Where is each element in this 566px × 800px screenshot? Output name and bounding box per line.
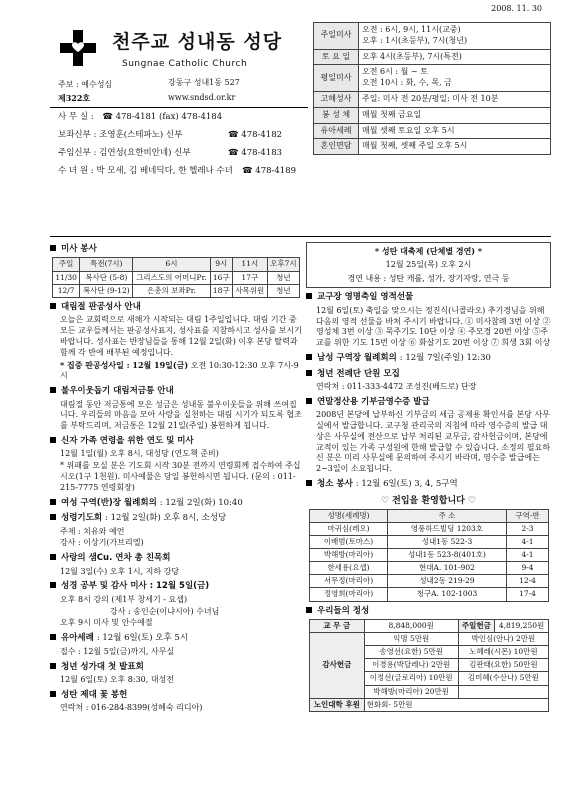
section-heading: 대림절 판공성사 안내 — [50, 302, 304, 313]
schedule-row — [314, 91, 551, 107]
schedule-value: 주일: 미사 전 20분/평일: 미사 전 10분 — [359, 91, 551, 107]
schedule-value: 오전 6시 : 월 ~ 토 오전 10시 : 화, 수, 목, 금 — [359, 65, 551, 92]
section-text: 12월 6일(토) 축일을 맞으시는 정진식(니콜라오) 추기경님을 위해 다음의 영적 선물을 바쳐 주시기 바랍니다. ① 미사참례 3번 이상 ② 영성체 3번 이상 ③ 묵주기도 10단 이상 ④ 주모경 20번 이상 ⑤주교를 위한 기도 15번 이상 ⑥ 화살기도 20번 이상 ⑦ 희생 3회 이상 — [316, 305, 551, 348]
section-heading: 신자 가족 연령을 위한 연도 및 미사 — [50, 436, 304, 447]
section-text: 연락처 : 016-284-8399(성혜숙 리디아) — [60, 703, 203, 713]
schedule-value: 매월 첫째 금요일 — [359, 107, 551, 123]
table-header: 6시 — [133, 258, 210, 271]
section-text: 접수 : 12월 5일(금)까지, 사무실 — [60, 646, 175, 656]
section-text: 연락처 : 011-333-4472 조성진(베드로) 단장 — [316, 381, 477, 391]
schedule-label: 봉 성 체 — [314, 107, 359, 123]
contact-convent — [58, 166, 308, 177]
table-row: 박해방(마리아) 20만원 — [310, 685, 549, 698]
section-text: 강사 : 송인순(이냐시아) 수녀님 — [110, 606, 220, 616]
schedule-value: 오후 4시(초등부), 7시(특전) — [359, 49, 551, 65]
table-row: 마귀심(레오) 영풍하드빌딩 1203호 2-3 — [310, 522, 549, 535]
table-row: 감사헌금 익명 5만원 박인심(안나) 2만원 — [310, 633, 549, 646]
box-detail: 경연 내용 : 성탄 캐롤, 성가, 장기자랑, 연극 등 — [347, 273, 510, 283]
table-header: 특전(7시) — [80, 258, 133, 271]
section-text: 12월 1일(월) 오후 8시, 대성당 (연도책 준비) — [60, 449, 219, 459]
left-column — [50, 240, 304, 715]
contact-office — [58, 112, 222, 123]
contact-name: 김연성(요한비안네) 신부 — [99, 148, 191, 158]
contact-phone-number: 478-4189 — [255, 166, 297, 176]
section-heading: 성경 공부 및 감사 미사 : 12월 5일(금) — [50, 581, 304, 592]
schedule-label: 유아세례 — [314, 123, 359, 139]
table-header: 주 소 — [387, 509, 506, 522]
schedule-row — [314, 23, 551, 50]
contact-phone — [228, 148, 282, 159]
contact-phone: 478-4181 (fax) 478-4184 — [115, 112, 223, 122]
mass-service-heading: 미사 봉사 — [50, 244, 304, 255]
schedule-label: 토 요 일 — [314, 49, 359, 65]
table-row: 서무정(마리아) 성내2동 219-29 12-4 — [310, 575, 549, 588]
box-date: 12월 25일(목) 오후 2시 — [385, 259, 472, 269]
schedule-label: 혼인면담 — [314, 139, 359, 155]
table-row: 노인대학 후원 현화회- 5만원 — [310, 698, 549, 711]
section-heading: 유아세례 : 12월 6일(토) 오후 5시 — [50, 633, 304, 644]
section-heading: 사랑의 샘Cu. 연차 총 친목회 — [50, 553, 304, 564]
church-title: 천주교 성내동 성당 — [112, 31, 283, 53]
section-text: 대림절 동안 저금통에 모은 성금은 성내동 불우이웃들을 위해 쓰여집니다. 우리들의 마음을 모아 사랑을 실천하는 대림 시기가 되도록 협조를 부탁드리며, 저금통은 12월 21일(주일) 봉헌하게 됩니다. — [60, 399, 302, 431]
church-cross-icon — [58, 28, 98, 68]
contact-pastor — [58, 148, 308, 159]
contact-phone-number: 478-4182 — [241, 130, 283, 140]
section-text: 12월 6일(토) 오후 8:30, 대성전 — [60, 675, 175, 684]
schedule-value: 오전 : 6시, 9시, 11시(교중) 오후 : 1시(초등부), 7시(청년) — [359, 23, 551, 50]
contact-phone-number: 478-4183 — [241, 148, 283, 158]
table-row: 이정선(글로리아) 10만원 김미혜(수산나) 5만원 — [310, 672, 549, 685]
schedule-value: 매월 첫째, 셋째 주일 오후 5시 — [359, 139, 551, 155]
contact-phone — [242, 166, 296, 177]
section-heading: 우리들의 정성 — [306, 606, 551, 617]
schedule-label: 주일미사 — [314, 23, 359, 50]
schedule-row — [314, 139, 551, 155]
contact-name: 박 모세, 김 베네딕다, 한 헬레나 수녀 — [96, 166, 233, 176]
website: www.sndsd.or.kr — [168, 93, 236, 102]
patron: 주보 : 예수성심 — [58, 80, 113, 89]
section-text: 오늘은 교회력으로 새해가 시작되는 대림 1주일입니다. 대림 기간 중 모든 교우들께서는 판공성사표지, 성사표를 지참하시고 성사를 보시기 바랍니다. 성사표는 반장님들을 통해 12월 2일(화) 이후 본당 탈력과 함께 각 반에 배부된 예정입니다. — [60, 315, 302, 357]
section-heading: 불우이웃돕기 대림저금통 안내 — [50, 386, 304, 397]
section-heading: 성령기도회 : 12월 2일(화) 오후 8시, 소성당 — [50, 513, 304, 524]
section-text: 강사 : 이상기(가브리엘) — [60, 538, 144, 548]
giving-table — [309, 619, 549, 712]
section-heading: 청소 봉사 : 12월 6일(토) 3, 4, 5구역 — [306, 479, 551, 490]
table-row: 교 무 금 8,848,000원 주일헌금 4,819,250원 — [310, 619, 549, 632]
welcome-table — [309, 509, 549, 602]
schedule-row — [314, 49, 551, 65]
table-row: 이배범(토마스) 성내1동 522-3 4-1 — [310, 535, 549, 548]
contact-role: 주임신부 : — [58, 148, 97, 158]
contact-phone — [228, 130, 282, 141]
phone-icon: ☎ — [228, 130, 242, 140]
contact-assistant-priest — [58, 130, 308, 141]
section-divider — [50, 236, 551, 237]
schedule-row — [314, 123, 551, 139]
table-header: 오후7시 — [267, 258, 299, 271]
table-header: 9시 — [210, 258, 232, 271]
section-heading: 교구장 영명축일 영적선물 — [306, 292, 551, 303]
table-row: 한세용(요셉) 현대A. 101-902 9-4 — [310, 562, 549, 575]
section-heading: 청년 전례단 단원 모집 — [306, 369, 551, 380]
section-heading: 남성 구역장 월례회의 : 12월 7일(주일) 12:30 — [306, 353, 551, 364]
christmas-festival-box — [306, 242, 551, 288]
table-row: 정영희(마리아) 청구A. 102-1003 17-4 — [310, 588, 549, 601]
schedule-row — [314, 65, 551, 92]
schedule-row — [314, 107, 551, 123]
section-text: 2008년 본당에 납부하신 기부금의 세금 공제용 확인서를 본당 사무실에서 발급합니다. 교구청 관리국의 지침에 따라 영수증의 발급 대상은 사무실에 전산으로 납부 처리된 교무금, 감사헌금이며, 본당에 교적이 있는 가족 구성원에 한해 발급할 수 있습니다. 소정의 필요하신 분은 미리 사무실에 문의하여 주시기 바라며, 영수증 발급에는 2~3일이 소요됩니다. — [316, 410, 551, 474]
phone-icon: ☎ — [242, 166, 256, 176]
phone-icon: ☎ — [102, 112, 113, 122]
table-header: 구역-반 — [506, 509, 548, 522]
mass-service-table — [52, 257, 300, 297]
schedule-label: 고해성사 — [314, 91, 359, 107]
address: 강동구 성내1동 527 — [168, 78, 240, 87]
table-header: 성명(세례명) — [310, 509, 388, 522]
table-header: 11시 — [232, 258, 267, 271]
section-text: 12월 3일(수) 오후 1시, 지하 강당 — [60, 566, 180, 576]
contact-role: 보좌신부 : — [58, 130, 97, 140]
section-heading: 성탄 제대 꽃 봉헌 — [50, 690, 304, 701]
table-row: 11/30 복사단 (5-8) 그리스도의 어머니Pr. 16구 17구 청년 — [53, 271, 300, 284]
table-row: 이경용(박달레나) 2만원 김판태(요한) 50만원 — [310, 659, 549, 672]
contact-name: 조영훈(스테파노) 신부 — [99, 130, 183, 140]
box-title: * 성탄 대축제 (단체별 경연) * — [374, 246, 483, 256]
section-note: * 집중 판공성사일 : 12월 19일(금) 오전 10:30-12:30 오후 7시-9시 — [60, 359, 299, 381]
church-subtitle: Sungnae Catholic Church — [122, 59, 248, 69]
section-text: 오후 9시 미사 및 안수예절 — [60, 618, 153, 628]
welcome-title: ♡ 전입을 환영합니다 ♡ — [380, 495, 477, 506]
table-header: 주일 — [53, 258, 80, 271]
section-text: * 위패를 모실 분은 기도회 시작 30분 전까지 연령회께 접수하여 주십시오(1구 1천원). 미사예물은 당일 봉헌하시면 됩니다. (문의 : 011-215-7775 연령회장) — [60, 461, 301, 492]
mass-schedule-table — [313, 22, 551, 155]
section-heading: 연말정산용 기부금영수증 발급 — [306, 397, 551, 408]
schedule-label: 평일미사 — [314, 65, 359, 92]
schedule-value: 매월 셋째 토요일 오후 5시 — [359, 123, 551, 139]
right-column — [306, 240, 551, 712]
table-row: 박해방(마리아) 성내1동 523-8(401호) 4-1 — [310, 549, 549, 562]
section-heading: 여성 구역(반)장 월례회의 : 12월 2일(화) 10:40 — [50, 498, 304, 509]
section-text: 오후 8시 강의 (제1부 창세기 - 요셉) — [60, 594, 188, 604]
header-rule — [50, 107, 308, 108]
section-text: 주제 : 치유와 예언 — [60, 526, 125, 536]
contact-role: 사 무 실 : — [58, 112, 94, 122]
issue-number: 제322호 — [58, 93, 91, 103]
table-row: 12/7 복사단 (9-12) 은총의 보좌Pr. 18구 사목위원 청년 — [53, 284, 300, 297]
phone-icon: ☎ — [228, 148, 242, 158]
issue-date: 2008. 11. 30 — [491, 4, 542, 13]
table-row: 송영선(요한) 5만원 노혜레(시몬) 10만원 — [310, 646, 549, 659]
section-heading: 청년 성가대 첫 발표회 — [50, 662, 304, 673]
contact-role: 수 녀 원 : — [58, 166, 94, 176]
